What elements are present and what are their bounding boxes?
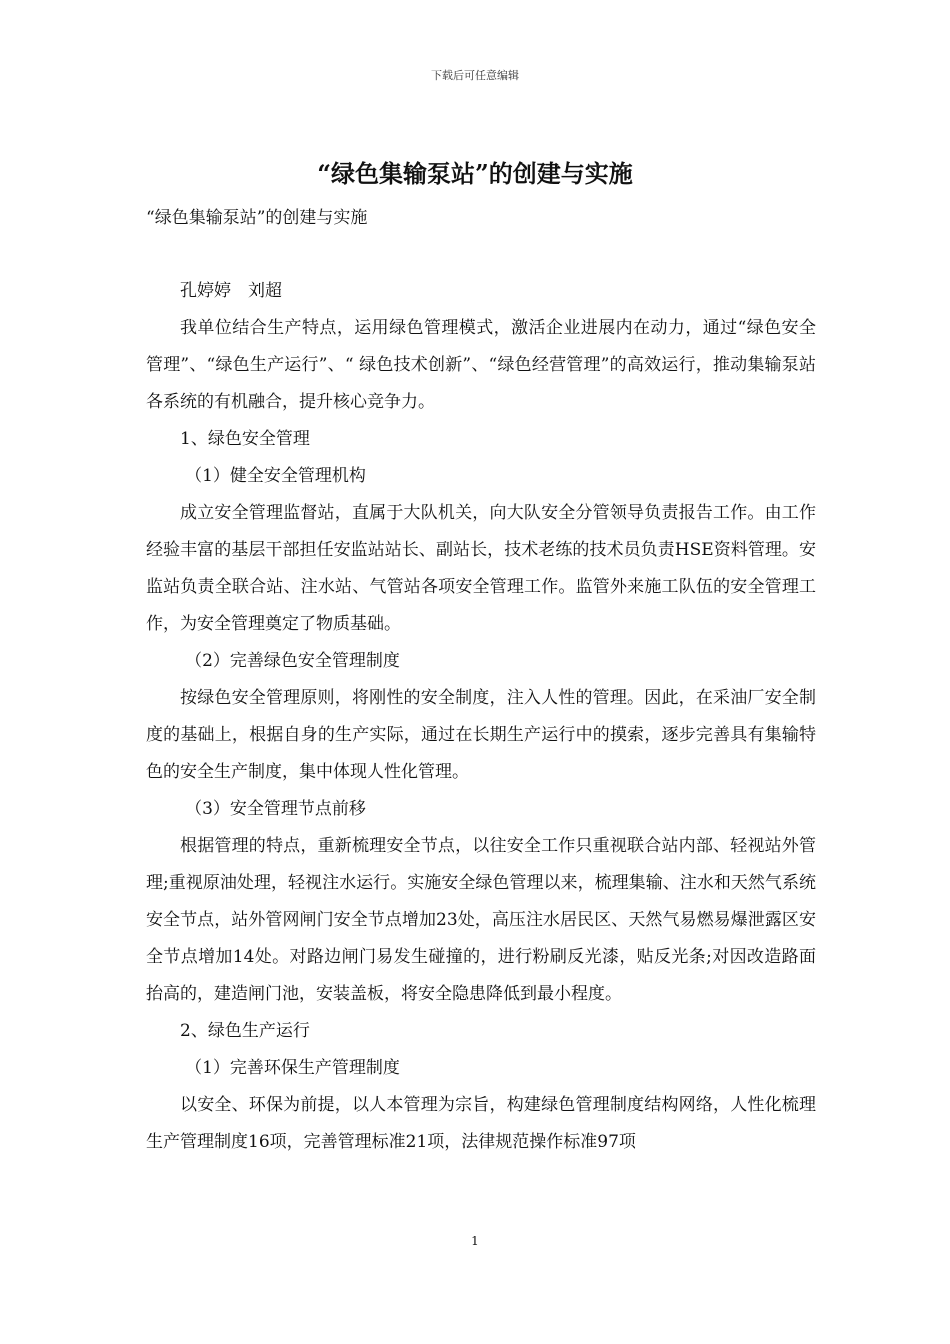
authors-line: 孔婷婷 刘超 (180, 281, 282, 301)
paragraph-1-1: 成立安全管理监督站，直属于大队机关，向大队安全分管领导负责报告工作。由工作经验丰富的基层干部担任安监站站长、副站长，技术老练的技术员负责HSE资料管理。安监站负责全联合站、注水站、气管站各项安全管理工作。监管外来施工队伍的安全管理工作，为安全管理奠定了物质基础。 (146, 503, 816, 634)
document-subtitle: “绿色集输泵站”的创建与实施 (146, 208, 368, 228)
page-header: 下载后可任意编辑 (431, 69, 519, 82)
paragraph-1-3: 根据管理的特点，重新梳理安全节点，以往安全工作只重视联合站内部、轻视站外管理;重视原油处理，轻视注水运行。实施安全绿色管理以来，梳理集输、注水和天然气系统安全节点，站外管网闸门安全节点增加23处，高压注水居民区、天然气易燃易爆泄露区安全节点增加14处。对路边闸门易发生碰撞的，进行粉刷反光漆，贴反光条;对因改造路面抬高的，建造闸门池，安装盖板，将安全隐患降低到最小程度。 (146, 836, 816, 1004)
subsection-heading-1-3: （3）安全管理节点前移 (185, 799, 366, 819)
section-heading-2: 2、绿色生产运行 (180, 1021, 310, 1041)
paragraph-1-2: 按绿色安全管理原则，将刚性的安全制度，注入人性的管理。因此，在采油厂安全制度的基础上，根据自身的生产实际，通过在长期生产运行中的摸索，逐步完善具有集输特色的安全生产制度，集中体现人性化管理。 (146, 688, 816, 782)
paragraph-2-1: 以安全、环保为前提，以人本管理为宗旨，构建绿色管理制度结构网络，人性化梳理生产管理制度16项，完善管理标准21项，法律规范操作标准97项 (146, 1095, 816, 1152)
subsection-heading-2-1: （1）完善环保生产管理制度 (185, 1058, 400, 1078)
document-title: “绿色集输泵站”的创建与实施 (317, 159, 633, 188)
subsection-heading-1-2: （2）完善绿色安全管理制度 (185, 651, 400, 671)
subsection-heading-1-1: （1）健全安全管理机构 (185, 466, 366, 486)
paragraph-intro: 我单位结合生产特点，运用绿色管理模式，激活企业进展内在动力，通过“绿色安全管理”、“绿色生产运行”、“ 绿色技术创新”、“绿色经营管理”的高效运行，推动集输泵站各系统的有机融合，提升核心竞争力。 (146, 318, 816, 412)
page-number: 1 (471, 1234, 479, 1248)
document-body (146, 273, 816, 1161)
section-heading-1: 1、绿色安全管理 (180, 429, 310, 449)
